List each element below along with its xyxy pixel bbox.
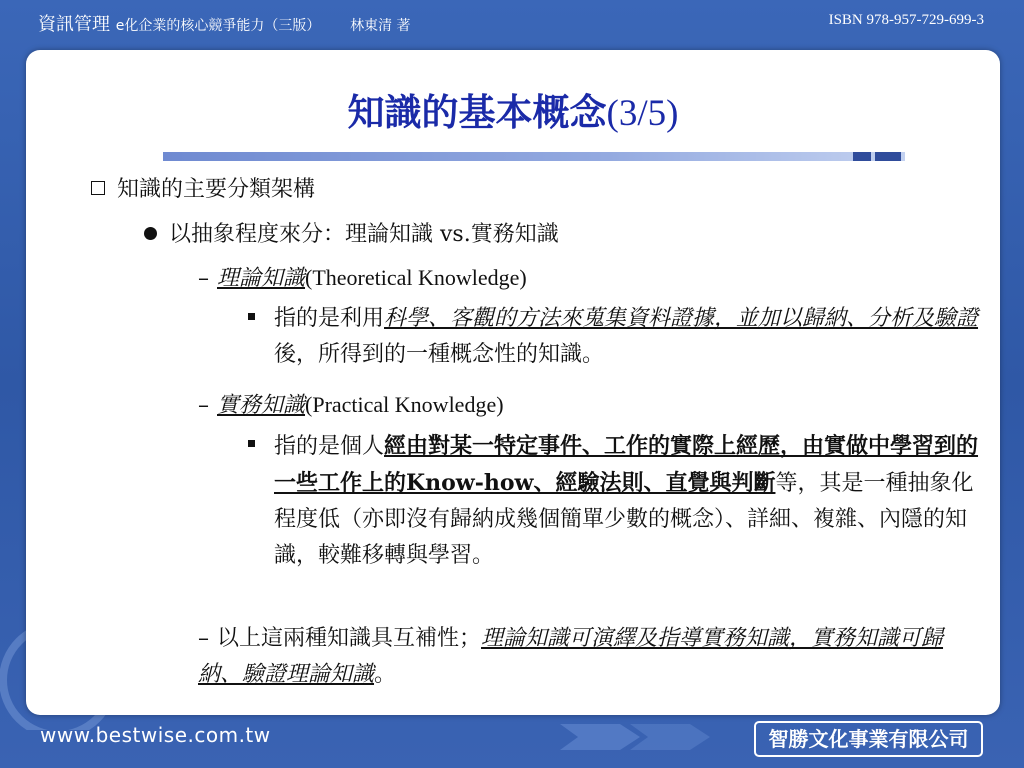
publisher-logo: 智勝文化事業有限公司 bbox=[754, 721, 983, 757]
slide-content bbox=[26, 50, 1000, 715]
practice-desc-suffix: 等，其是一種抽象化程度低（亦即沒有歸納成幾個簡單少數的概念）、詳細、複雜、內隱的知識，較難移轉與學習。 bbox=[274, 471, 974, 568]
bullet-level1 bbox=[91, 172, 315, 203]
bullet-practice bbox=[198, 388, 504, 419]
theory-desc-suffix: 後，所得到的一種概念性的知識。 bbox=[274, 342, 605, 367]
practice-en: (Practical Knowledge) bbox=[305, 392, 504, 417]
practice-desc-text bbox=[274, 428, 980, 574]
summary-emph: 理論知識可演繹及指導實務知識，實務知識可歸納、驗證理論知識 bbox=[198, 626, 944, 687]
practice-term: 實務知識 bbox=[217, 393, 306, 418]
dash-bullet-icon: – bbox=[198, 393, 209, 418]
title-number: (3/5) bbox=[606, 93, 679, 134]
book-author: 林東清 著 bbox=[350, 18, 411, 34]
book-prefix: 資訊管理 bbox=[38, 14, 110, 35]
level1-text: 知識的主要分類架構 bbox=[117, 177, 316, 202]
square-bullet-icon bbox=[248, 440, 255, 447]
level2-text: 以抽象程度來分：理論知識 vs.實務知識 bbox=[169, 222, 559, 247]
bullet-level2 bbox=[144, 217, 559, 248]
square-bullet-icon bbox=[248, 313, 255, 320]
dash-bullet-icon: – bbox=[198, 626, 209, 651]
theory-en: (Theoretical Knowledge) bbox=[305, 265, 527, 290]
practice-desc-emph: 經由對某一特定事件、工作的實際上經歷，由實做中學習到的一些工作上的Know-how、經驗法則、直覺與判斷 bbox=[274, 433, 979, 496]
arrows-decoration bbox=[560, 712, 740, 762]
theory-desc-emph: 科學、客觀的方法來蒐集資料證據，並加以歸納、分析及驗證 bbox=[384, 306, 979, 331]
practice-desc-prefix: 指的是個人 bbox=[274, 434, 385, 459]
practice-desc bbox=[248, 428, 979, 568]
website-url: www.bestwise.com.tw bbox=[40, 723, 271, 747]
book-header bbox=[38, 10, 411, 36]
theory-desc-prefix: 指的是利用 bbox=[274, 306, 385, 331]
dash-bullet-icon: – bbox=[198, 266, 209, 291]
dot-bullet-icon bbox=[144, 227, 157, 240]
slide-card bbox=[26, 50, 1000, 715]
checkbox-bullet-icon bbox=[91, 181, 105, 195]
bullet-theory bbox=[198, 261, 527, 292]
summary-suffix: 。 bbox=[374, 662, 397, 687]
book-subtitle: e化企業的核心競爭能力（三版） bbox=[115, 18, 321, 34]
bullet-summary bbox=[198, 621, 978, 693]
title-text: 知識的基本概念 bbox=[347, 91, 607, 134]
theory-desc-text bbox=[274, 301, 980, 373]
theory-desc bbox=[248, 301, 979, 367]
theory-term: 理論知識 bbox=[217, 266, 306, 291]
isbn-label: ISBN 978-957-729-699-3 bbox=[828, 12, 984, 28]
summary-prefix: 以上這兩種知識具互補性； bbox=[217, 626, 482, 651]
